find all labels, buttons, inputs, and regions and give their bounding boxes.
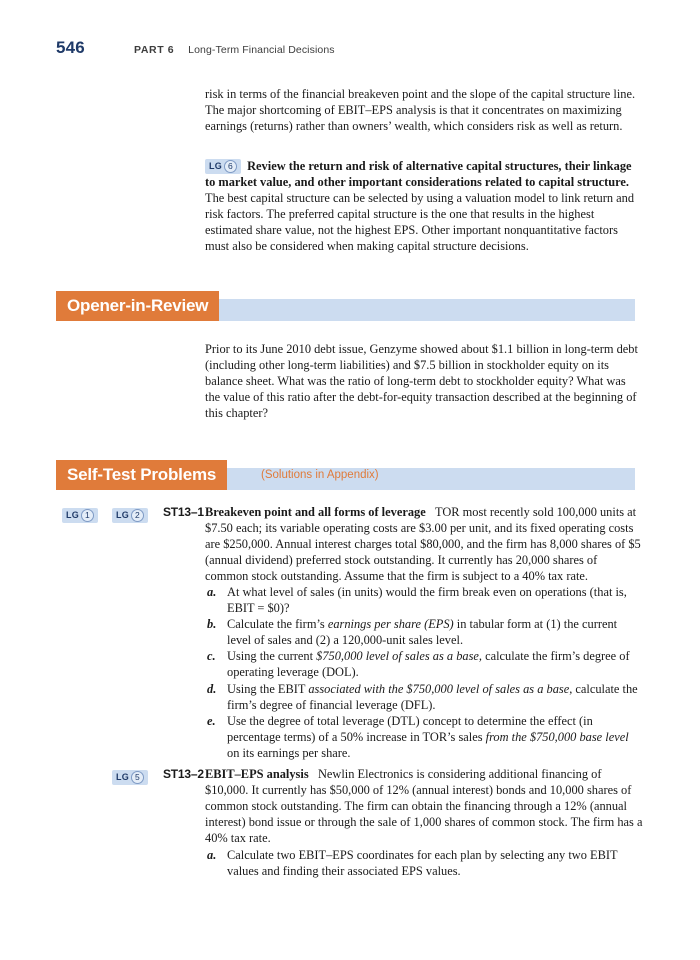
p2-lg1-label: LG xyxy=(116,772,129,782)
problem-2-text: Newlin Electronics is considering additional financing of $10,000. It currently has $50,000 of 12% (annual interest) bonds and 10,000 shares of common stock outstanding. The firm can obtain the financing through a 12% (annual interest) bond issue or through the sale of 1,000 shares of common stock. The firm has a 40% tax rate. xyxy=(205,767,643,846)
p2-part-a-marker: a. xyxy=(207,848,217,862)
part-b-text: Calculate the firm’s earnings per share (EPS) in tabular form at (1) the current level of sales and (2) a 120,000-unit sales level. xyxy=(227,617,618,648)
p2-part-a-text: Calculate two EBIT–EPS coordinates for each plan by selecting any two EBIT values and finding their associated EPS values. xyxy=(227,848,618,879)
part-c-text: Using the current $750,000 level of sales as a base, calculate the firm’s degree of operating leverage (DOL). xyxy=(227,649,630,680)
problem-2-id: ST13–2 xyxy=(163,767,204,781)
part-label: PART 6 xyxy=(134,44,175,56)
part-d-text: Using the EBIT associated with the $750,000 level of sales as a base, calculate the firm’s degree of financial leverage (DFL). xyxy=(227,681,638,712)
part-e-text: Use the degree of total leverage (DTL) concept to determine the effect (in percentage terms) of a 50% increase in TOR’s sales from the $750,000 base level on its earnings per share. xyxy=(227,713,629,760)
problem-2-lg-badge-1 xyxy=(112,768,148,786)
lg6-objective-body: The best capital structure can be selected by using a valuation model to link return and risk factors. The preferred capital structure is the one that results in the highest estimated share value, not the highest EPS. Other important nonquantitative factors must also be considered when making capital structure decisions. xyxy=(205,191,635,254)
opener-banner-tab xyxy=(56,291,219,321)
problem-1-parts xyxy=(205,584,643,761)
problem-2-body xyxy=(205,766,643,846)
problem-1-lg-badge-2 xyxy=(112,506,148,524)
part-c-marker: c. xyxy=(207,649,216,664)
self-test-problems-banner xyxy=(56,460,635,490)
part-title: Long-Term Financial Decisions xyxy=(188,44,335,56)
part-e-marker: e. xyxy=(207,713,216,728)
problem-1-title: Breakeven point and all forms of leverage xyxy=(205,505,426,519)
p1-lg2-number: 2 xyxy=(131,509,144,522)
part-a-marker: a. xyxy=(207,585,217,599)
problem-2-title: EBIT–EPS analysis xyxy=(205,767,309,781)
problem-1-lg-badge-1 xyxy=(62,506,98,524)
problem-2-parts xyxy=(205,847,643,879)
self-test-problems-heading: Self-Test Problems xyxy=(67,465,217,484)
lg6-objective-bold: Review the return and risk of alternative capital structures, their linkage to market value, and other important considerations related to capital structure. xyxy=(205,159,632,190)
lg-badge-number: 6 xyxy=(224,160,237,173)
lg6-paragraph xyxy=(205,158,643,255)
learning-objective-lg6 xyxy=(205,158,643,255)
summary-continued-paragraph xyxy=(205,86,643,134)
solutions-in-appendix-note: (Solutions in Appendix) xyxy=(261,469,379,481)
summary-continued-text: risk in terms of the financial breakeven point and the slope of the capital structure line. The major shortcoming of EBIT–EPS analysis is that it concentrates on maximizing earnings (returns) rather than owners’ wealth, which considers risk as well as return. xyxy=(205,87,636,134)
running-head xyxy=(56,38,644,60)
lg-badge-label: LG xyxy=(209,161,222,171)
opener-in-review-banner xyxy=(56,291,635,321)
problem-1-text: TOR most recently sold 100,000 units at $7.50 each; its variable operating costs are $3.00 per unit, and its fixed operating costs are $250,000. Annual interest charges total $80,000, and the firm has 8,000 shares of $5 (annual dividend) preferred stock outstanding. It currently has 20,000 shares of common stock outstanding. Assume that the firm is subject to a 40% tax rate. xyxy=(205,505,641,584)
problem-1-id: ST13–1 xyxy=(163,505,204,519)
problem-1-body xyxy=(205,504,643,584)
problem-1-part-b xyxy=(205,616,643,648)
p1-lg1-number: 1 xyxy=(81,509,94,522)
problem-2-part-a xyxy=(205,847,643,879)
problem-1-part-a xyxy=(205,584,643,616)
opener-in-review-paragraph: Prior to its June 2010 debt issue, Genzyme showed about $1.1 billion in long-term debt (including other long-term liabilities) and $7.5 billion in stockholder equity on its balance sheet. What was the ratio of long-term debt to stockholder equity? What was the value of this ratio after the debt-for-equity transaction described at the beginning of this chapter? xyxy=(205,342,638,421)
opener-in-review-heading: Opener-in-Review xyxy=(67,296,209,315)
p1-lg1-label: LG xyxy=(66,510,79,520)
problem-1-part-e xyxy=(205,713,643,761)
part-b-marker: b. xyxy=(207,617,217,632)
part-a-text: At what level of sales (in units) would the firm break even on operations (that is, EBIT = $0)? xyxy=(227,585,627,616)
part-d-marker: d. xyxy=(207,681,217,696)
lg-badge-6 xyxy=(205,159,241,174)
problem-1-part-c xyxy=(205,648,643,680)
opener-in-review-body xyxy=(205,341,643,421)
problem-1-part-d xyxy=(205,681,643,713)
page-number: 546 xyxy=(56,38,85,57)
p1-lg2-label: LG xyxy=(116,510,129,520)
self-test-banner-tab xyxy=(56,460,227,490)
p2-lg1-number: 5 xyxy=(131,771,144,784)
